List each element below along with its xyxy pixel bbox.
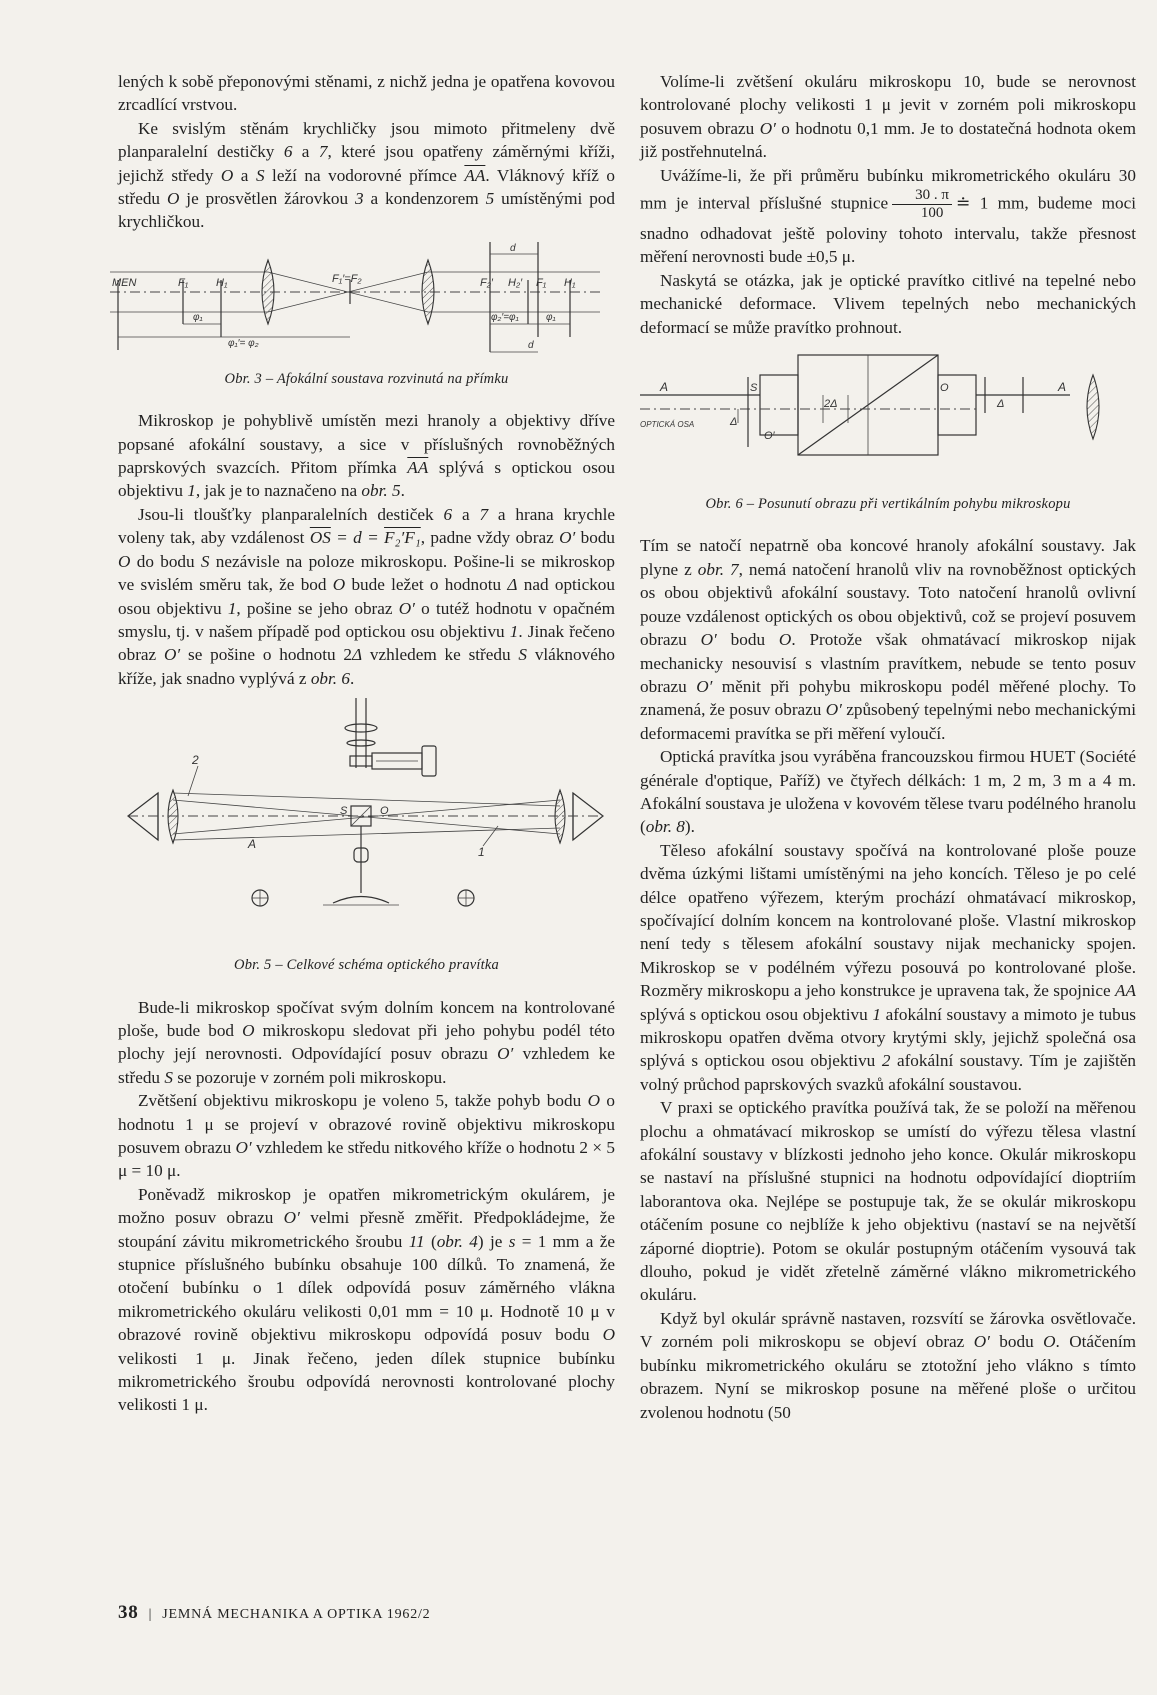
paragraph: Tím se natočí nepatrně oba koncové hranoly afokální soustavy. Jak plyne z obr. 7, nemá natočení hranolů vliv na rovnoběžnost optických os obou objektivů afokální soustavy. Toto natočení hranolů ovlivní pouze vzdálenost optických os obou objektivů, což se projeví posuvem obrazu O′ bodu O. Protože však ohmatávací mikroskop nijak mechanicky nesouvisí s vlastním pravítkem, nebude se tento posuv obrazu O′ měnit při pohybu mikroskopu podél měřené plochy. To znamená, že posuv obrazu O′ způsobený tepelnými nebo mechanickými deformacemi pravítka se při měření vyloučí. — [640, 536, 1137, 743]
label-2delta: 2Δ — [824, 398, 838, 411]
label-a-right: A — [1058, 380, 1067, 395]
afocal-system-diagram — [112, 242, 615, 362]
label-d-top: d — [510, 242, 516, 254]
paragraph: Uvážíme-li, že při průměru bubínku mikrometrického okuláru 30 mm je interval příslušné stupnice $\frac{30 . \pi}{100}$ ≐ 1 mm, budeme moci snadno odhadovat ještě poloviny tohoto intervalu, takže přesnost měření nerovnosti bude ±0,5 μ. — [640, 165, 1136, 267]
label-optical-axis: OPTICKÁ OSA — [640, 420, 695, 430]
label-phi1: φ₁ — [193, 311, 203, 323]
paragraph: Naskytá se otázka, jak je optické pravítko citlivé na tepelné nebo mechanické deformace. Vlivem tepelných nebo mechanických deformací se může pravítko prohnout. — [640, 270, 1136, 337]
label-delta-right: Δ — [997, 398, 1005, 411]
label-d-bottom: d — [528, 339, 534, 351]
figure-5-caption: Obr. 5 – Celkové schéma optického pravítka — [234, 957, 499, 974]
label-a-left: A — [660, 380, 669, 395]
label-2: 2 — [192, 753, 199, 768]
label-f2p: F₂′ — [480, 276, 493, 289]
label-h2p: H₂′ — [508, 276, 523, 289]
label-1: 1 — [478, 845, 485, 860]
label-f1b: F₁ — [536, 276, 547, 289]
figure-3 — [112, 242, 615, 391]
paragraph: lených k sobě přeponovými stěnami, z nichž jedna je opatřena kovovou zrcadlící vrstvou. — [118, 72, 615, 115]
footer-separator: | — [148, 1607, 153, 1622]
paragraph: Optická pravítka jsou vyráběna francouzskou firmou HUET (Société générale d'optique, Paříž) ve čtyřech délkách: 1 m, 2 m, 3 m a 4 m. Afokální soustava je uložena v kovovém tělese tvaru podélného hranolu (obr. 8). — [640, 747, 1136, 837]
page-number: 38 — [118, 1602, 139, 1623]
journal-name: JEMNÁ MECHANIKA A OPTIKA 1962/2 — [162, 1607, 431, 1622]
label-o-prime: O′ — [764, 430, 775, 443]
figure-3-caption: Obr. 3 – Afokální soustava rozvinutá na přímku — [224, 370, 509, 387]
label-s: S — [340, 805, 348, 818]
paragraph: Jsou-li tloušťky planparalelních destiček 6 a 7 a hrana krychle voleny tak, aby vzdálenost $\overline{OS} = d = F_2'F_1$, padne vždy obraz O′ bodu O do bodu S nezávisle na poloze mikroskopu. Pošine-li se mikroskop ve svislém směru tak, že bod O bude ležet o hodnotu Δ nad optickou osou objektivu 1, pošine se jeho obraz O′ o tutéž hodnotu v opačném smyslu, tj. v našem případě pod optickou osu objektivu 1. Jinak řečeno obraz O′ se pošine o hodnotu 2Δ vzhledem ke středu S vláknového kříže, jak snadno vyplývá z obr. 6. — [118, 504, 616, 688]
figure-5 — [118, 698, 615, 977]
fraction: $\frac{30 . \pi}{100}$ — [892, 187, 952, 222]
label-f1-f2: F₁′=F₂ — [332, 272, 362, 285]
paragraph: Volíme-li zvětšení okuláru mikroskopu 10, bude se nerovnost kontrolované plochy velikosti 1 μ jevit v zorném poli mikroskopu posuvem obrazu O′ o hodnotu 0,1 mm. Je to dostatečná hodnota okem již postřehnutelná. — [640, 72, 1136, 162]
paragraph: Poněvadž mikroskop je opatřen mikrometrickým okulárem, je možno posuv obrazu O′ velmi přesně změřit. Předpokládejme, že stoupání závitu mikrometrického šroubu 11 (obr. 4) je s = 1 mm a že stupnice příslušného bubínku obsahuje 100 dílků. To znamená, že otočení bubínku o 1 dílek odpovídá posuv záměrného vlákna mikrometrického okuláru velikosti 0,01 mm = 10 μ. Hodnotě 10 μ v obrazové rovině objektivu mikroskopu odpovídá posuv bodu O velikosti 1 μ. Jinak řečeno, jeden dílek stupnice bubínku mikrometrického šroubu odpovídá nerovnosti kontrolované plochy velikosti 1 μ. — [118, 1184, 616, 1415]
right-column — [640, 70, 1136, 1424]
paragraph: Mikroskop je pohyblivě umístěn mezi hranoly a objektivy dříve popsané afokální soustavy, a sice v příslušných rovnoběžných paprskových svazcích. Přitom přímka $\overline{AA}$ splývá s optickou osou objektivu 1, jak je to naznačeno na obr. 5. — [118, 411, 615, 501]
figure-6-caption: Obr. 6 – Posunutí obrazu při vertikálním pohybu mikroskopu — [705, 496, 1071, 513]
label-h1b: H₁ — [564, 276, 576, 289]
label-phi2: φ₂′=φ₁ — [491, 311, 519, 323]
paragraph: Zvětšení objektivu mikroskopu je voleno 5, takže pohyb bodu O o hodnotu 1 μ se projeví v obrazové rovině objektivu mikroskopu posuvem obrazu O′ vzhledem ke středu nitkového kříže o hodnotu 2 × 5 μ = 10 μ. — [118, 1091, 616, 1181]
label-men: MEN — [112, 276, 137, 289]
paragraph: Ke svislým stěnám krychličky jsou mimoto přitmeleny dvě planparalelní destičky 6 a 7, které jsou opatřeny záměrnými kříži, jejichž středy O a S leží na vodorovné přímce $\overline{AA}$. Vláknový kříž o středu O je prosvětlen žárovkou 3 a kondenzorem 5 umístěnými pod krychličkou. — [118, 118, 616, 232]
paragraph: Těleso afokální soustavy spočívá na kontrolované ploše pouze dvěma úzkými lištami umístěnými na jeho koncích. Těleso je po celé délce opatřeno výřezem, kterým prochází ohmatávací mikroskop, spočívající dolním koncem na kontrolované ploše. Vlastní mikroskop není tedy s tělesem afokální soustavy nijak mechanicky spojen. Mikroskop se v podélném výřezu posouvá po kontrolované ploše. Rozměry mikroskopu a jeho konstrukce je upravena tak, že spojnice AA splývá s optickou osou objektivu 1 afokální soustavy a mimoto je tubus mikroskopu opatřen dvěma otvory krytými skly, jejichž společná osa splývá s optickou osou objektivu 2 afokální soustavy. Tím je zajištěn volný průchod paprskových svazků afokální soustavou. — [640, 840, 1136, 1094]
label-phi1eq: φ₁′= φ₂ — [228, 337, 259, 349]
label-f1: F₁ — [178, 276, 189, 289]
label-s: S — [750, 382, 758, 395]
label-o: O — [940, 382, 949, 395]
label-phi1b: φ₁ — [546, 311, 556, 323]
left-column — [112, 70, 616, 1417]
label-a: A — [248, 837, 257, 852]
paragraph: Bude-li mikroskop spočívat svým dolním koncem na kontrolované ploše, bude bod O mikroskopu sledovat při jeho pohybu podél této plochy její nerovnosti. Odpovídající posuv obrazu O′ vzhledem ke středu S se pozoruje v zorném poli mikroskopu. — [118, 997, 615, 1087]
image-shift-diagram — [640, 347, 1136, 487]
label-h1: H₁ — [216, 276, 228, 289]
paragraph: V praxi se optického pravítka používá tak, že se položí na měřenou plochu a ohmatávací mikroskop se umístí do výřezu tělesa vlastní afokální soustavy v blízkosti jednoho jeho konce. Okulár mikroskopu se nastaví na příslušné stupnici na hodnotu odpovídající dioptriím laborantova oka. Nejlépe se postupuje tak, že se okulár mikroskopu otáčením posune co nejblíže k jeho objektivu (nastaví se na největší záporné dioptrie). Potom se okulár postupným otáčením vysouvá tak dlouho, pokud je vidět zřetelně záměrné vlákno mikrometrického okuláru. — [640, 1098, 1136, 1305]
label-o: O — [380, 805, 389, 818]
paragraph: Když byl okulár správně nastaven, rozsvítí se žárovka osvětlovače. V zorném poli mikroskopu se objeví obraz O′ bodu O. Otáčením bubínku mikrometrického okuláru se ztotožní jeho vlákno s tímto obrazem. Nyní se mikroskop posune na měřené ploše o určitou zvolenou hodnotu (50 — [640, 1308, 1137, 1422]
page-footer — [118, 1602, 430, 1624]
optical-ruler-schematic — [118, 698, 615, 948]
label-delta-left: Δ — [730, 416, 738, 429]
figure-6 — [640, 347, 1136, 516]
